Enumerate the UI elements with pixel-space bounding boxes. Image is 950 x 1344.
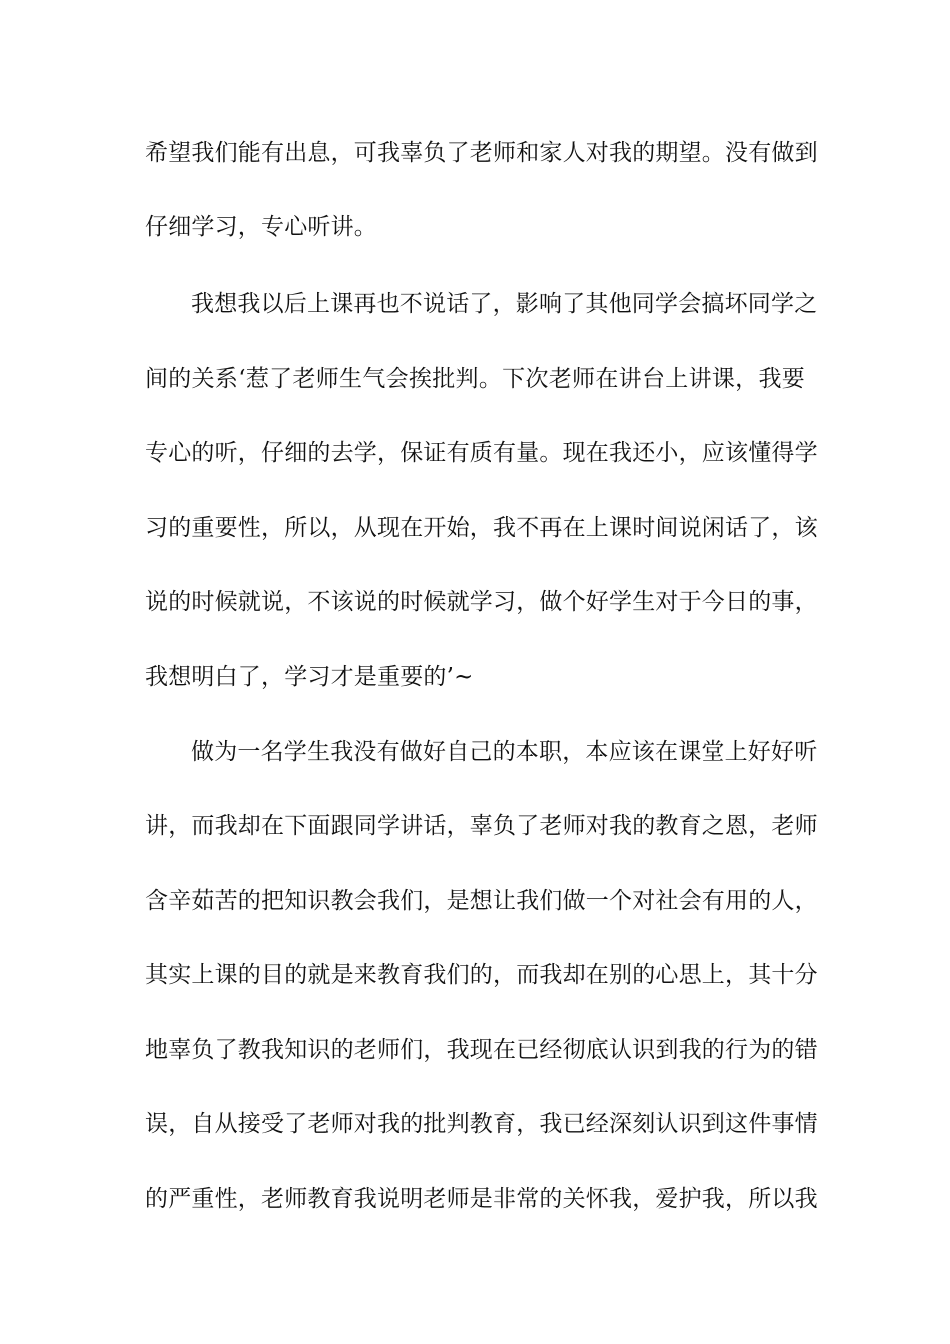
text-line: 习的重要性，所以，从现在开始，我不再在上课时间说闲话了，该 bbox=[145, 515, 818, 541]
text-line: 的严重性，老师教育我说明老师是非常的关怀我，爱护我，所以我 bbox=[145, 1186, 818, 1212]
text-line: 其实上课的目的就是来教育我们的，而我却在别的心思上，其十分 bbox=[145, 962, 818, 988]
paragraph-first-line: 我想我以后上课再也不说话了，影响了其他同学会搞坏同学之 bbox=[191, 291, 818, 317]
text-line: 仔细学习，专心听讲。 bbox=[145, 214, 377, 240]
text-line: 希望我们能有出息，可我辜负了老师和家人对我的期望。没有做到 bbox=[145, 140, 818, 166]
text-line: 含辛茹苦的把知识教会我们，是想让我们做一个对社会有用的人， bbox=[145, 888, 818, 914]
paragraph-first-line: 做为一名学生我没有做好自己的本职，本应该在课堂上好好听 bbox=[191, 739, 818, 765]
text-line: 专心的听，仔细的去学，保证有质有量。现在我还小，应该懂得学 bbox=[145, 440, 818, 466]
text-line: 讲，而我却在下面跟同学讲话，辜负了老师对我的教育之恩，老师 bbox=[145, 813, 818, 839]
text-line: 我想明白了，学习才是重要的’~ bbox=[145, 664, 474, 690]
text-line: 说的时候就说，不该说的时候就学习，做个好学生对于今日的事， bbox=[145, 589, 818, 615]
text-line: 地辜负了教我知识的老师们，我现在已经彻底认识到我的行为的错 bbox=[145, 1037, 818, 1063]
text-line: 间的关系‘惹了老师生气会挨批判。下次老师在讲台上讲课，我要 bbox=[145, 366, 805, 392]
text-line: 误，自从接受了老师对我的批判教育，我已经深刻认识到这件事情 bbox=[145, 1111, 818, 1137]
